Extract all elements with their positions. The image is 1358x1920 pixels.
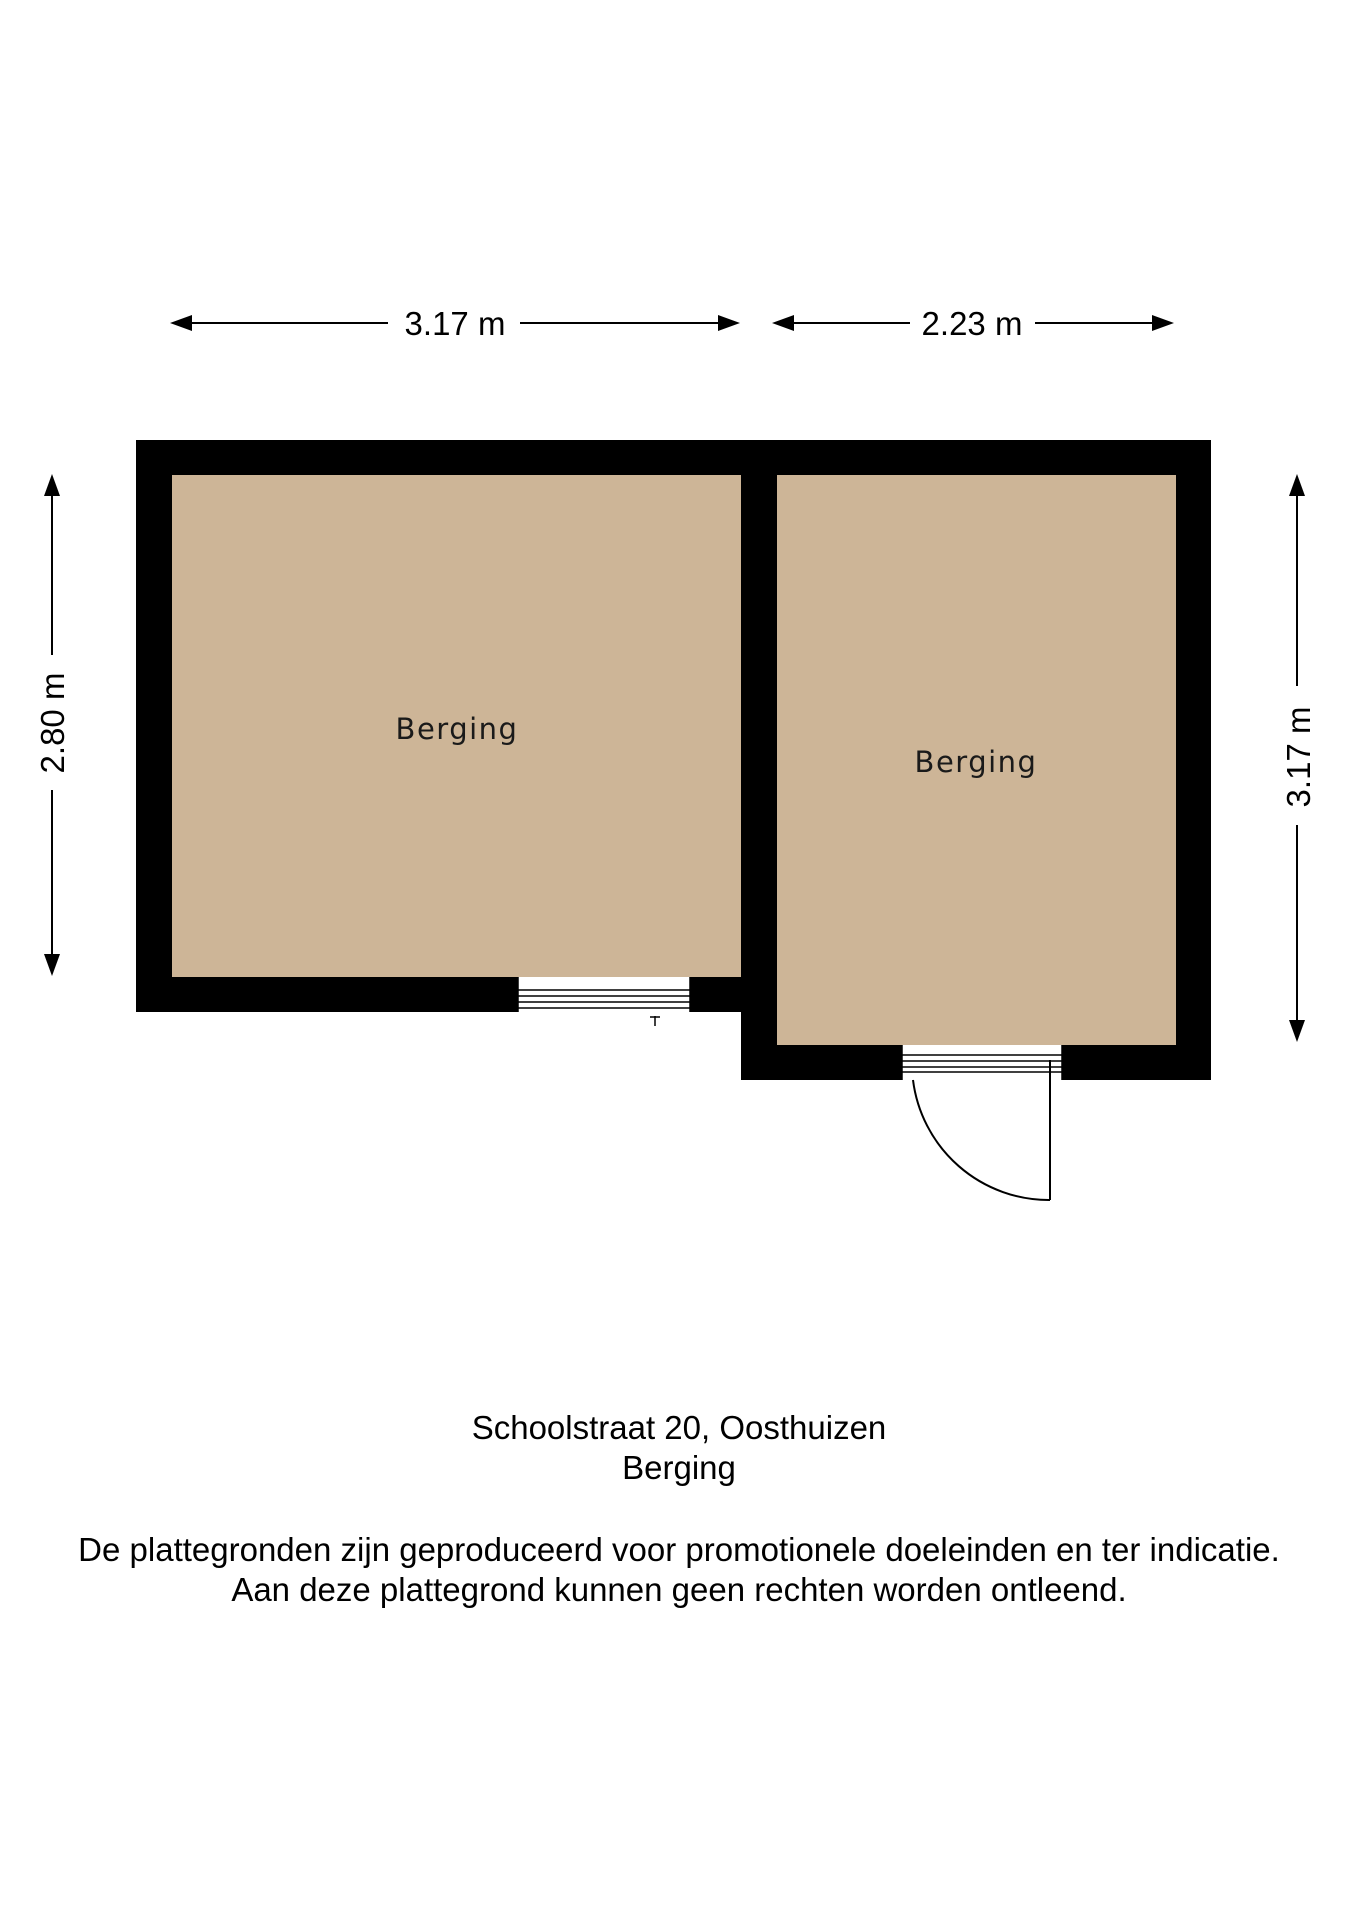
arrow-right-icon [1152, 315, 1174, 331]
dimension-label-top-right: 2.23 m [921, 305, 1023, 342]
caption-subtitle: Berging [622, 1449, 736, 1486]
room-label-right: Berging [914, 745, 1038, 779]
arrow-left-icon [772, 315, 794, 331]
dimension-label-top-left: 3.17 m [404, 305, 506, 342]
dimension-right [1280, 474, 1317, 1042]
plan-caption [0, 1408, 1358, 1488]
disclaimer-line-1: De plattegronden zijn geproduceerd voor promotionele doeleinden en ter indicatie. [78, 1531, 1280, 1568]
arrow-down-icon [44, 954, 60, 976]
door-right-room [902, 1045, 1062, 1200]
dimension-left [34, 474, 71, 976]
arrow-down-icon [1289, 1020, 1305, 1042]
arrow-up-icon [1289, 474, 1305, 496]
dimension-top-right [772, 305, 1174, 342]
window-left-room [518, 977, 690, 1026]
disclaimer [0, 1530, 1358, 1610]
disclaimer-line-2: Aan deze plattegrond kunnen geen rechten worden ontleend. [231, 1571, 1127, 1608]
address-text: Schoolstraat 20, Oosthuizen [471, 1409, 887, 1446]
dimension-label-left: 2.80 m [34, 672, 71, 774]
arrow-right-icon [718, 315, 740, 331]
door-swing-arc [913, 1080, 1050, 1200]
dimension-top-left [170, 305, 740, 342]
arrow-left-icon [170, 315, 192, 331]
arrow-up-icon [44, 474, 60, 496]
room-label-left: Berging [395, 712, 519, 746]
dimension-label-right: 3.17 m [1280, 706, 1317, 808]
